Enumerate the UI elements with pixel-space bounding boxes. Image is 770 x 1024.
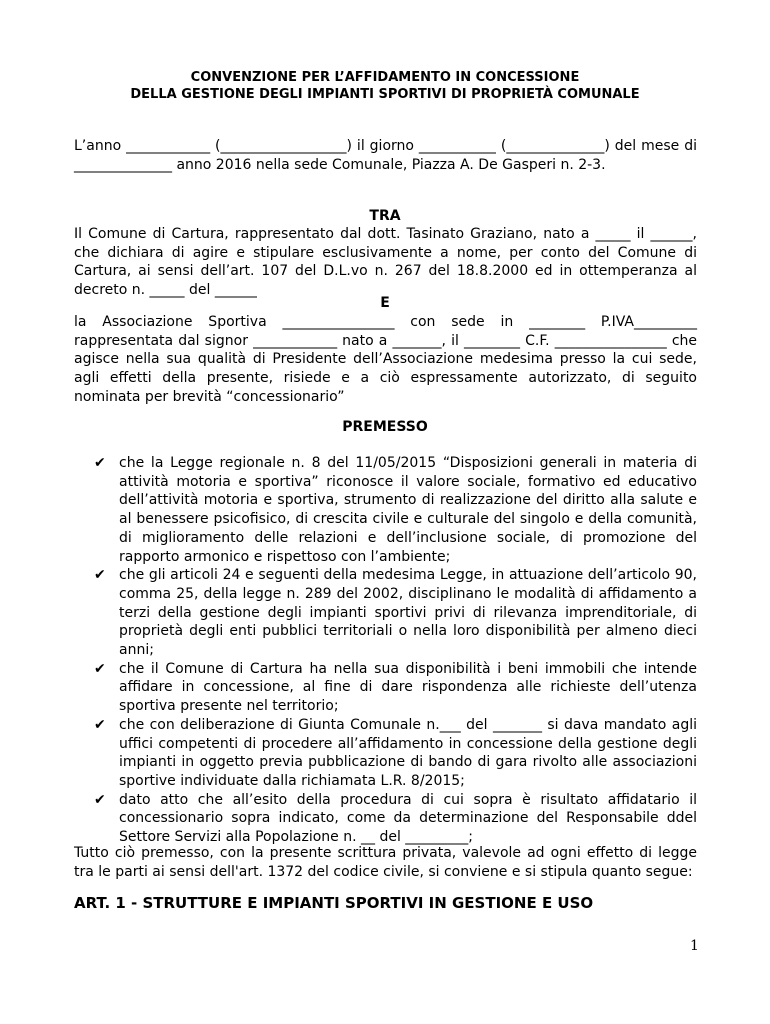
article-1-heading: ART. 1 - STRUTTURE E IMPIANTI SPORTIVI IN GESTIONE E USO	[74, 894, 594, 912]
page-number: 1	[690, 938, 699, 954]
intro-text: L’anno ____________ (__________________) il giorno ___________ (______________) del mese di ______________ anno 2016 nella sede Comunale, Piazza A. De Gasperi n. 2-3.	[74, 138, 697, 173]
list-item-text: che con deliberazione di Giunta Comunale n.___ del _______ si dava mandato agli uffici competenti di procedere all’affidamento in concessione della gestione degli impianti in oggetto previa pubblicazione di bando di gara rivolto alle associazioni sportive individuate dalla richiamata L.R. 8/2015;	[119, 716, 697, 789]
premesso-heading: PREMESSO	[342, 419, 428, 435]
list-item	[94, 660, 697, 716]
e-paragraph	[74, 313, 697, 407]
document-title-line-1: CONVENZIONE PER L’AFFIDAMENTO IN CONCESSIONE	[190, 70, 580, 85]
tra-heading: TRA	[369, 208, 401, 224]
e-heading: E	[380, 295, 390, 311]
check-icon: ✔	[94, 791, 106, 808]
list-item-text: che gli articoli 24 e seguenti della medesima Legge, in attuazione dell’articolo 90, comma 25, della legge n. 289 del 2002, disciplinano le modalità di affidamento a terzi della gestione degli impianti sportivi privi di rilevanza imprenditoriale, di proprietà degli enti pubblici territoriali o nella loro disponibilità per almeno dieci anni;	[119, 567, 697, 659]
check-icon: ✔	[94, 716, 106, 733]
list-item	[94, 566, 697, 660]
tra-paragraph	[74, 225, 697, 300]
intro-paragraph	[74, 137, 697, 174]
check-icon: ✔	[94, 660, 106, 677]
e-text: la Associazione Sportiva ________________ con sede in ________ P.IVA_________ rappresentata dal signor ____________ nato a _______, il ________ C.F. ________________ che agisce nella sua qualità di Presidente dell’Associazione medesima presso la cui sede, agli effetti della presente, risiede e a ciò espressamente autorizzato, di seguito nominata per brevità “concessionario”	[74, 314, 697, 405]
list-item-text: dato atto che all’esito della procedura di cui sopra è risultato affidatario il concessionario sopra indicato, come da determinazione del Responsabile ddel Settore Servizi alla Popolazione n. __ del _________;	[119, 791, 697, 846]
list-item-text: che il Comune di Cartura ha nella sua disponibilità i beni immobili che intende affidare in concessione, al fine di dare rispondenza alle richieste dell’utenza sportiva presente nel territorio;	[119, 660, 697, 715]
check-icon: ✔	[94, 567, 106, 584]
list-item-text: che la Legge regionale n. 8 del 11/05/2015 “Disposizioni generali in materia di attività motoria e sportiva” riconosce il valore sociale, formativo ed educativo dell’attività motoria e sportiva, strumento di realizzazione del diritto alla salute e al benessere psicofisico, di crescita civile e culturale del singolo e della comunità, di miglioramento delle relazioni e dell’inclusione sociale, di promozione del rapporto armonico e rispettoso con l’ambiente;	[119, 455, 697, 565]
tra-text: Il Comune di Cartura, rappresentato dal dott. Tasinato Graziano, nato a _____ il ______, che dichiara di agire e stipulare esclusivamente a nome, per conto del Comune di Cartura, ai sensi dell’art. 107 del D.L.vo n. 267 del 18.8.2000 ed in ottemperanza al decreto n. _____ del ______	[74, 226, 697, 299]
list-item	[94, 454, 697, 566]
list-item	[94, 716, 697, 791]
document-title-line-2: DELLA GESTIONE DEGLI IMPIANTI SPORTIVI DI PROPRIETÀ COMUNALE	[130, 87, 640, 102]
check-icon: ✔	[94, 455, 106, 471]
list-item	[94, 791, 697, 847]
premesso-list	[94, 454, 697, 847]
closing-paragraph	[74, 844, 697, 881]
closing-text: Tutto ciò premesso, con la presente scrittura privata, valevole ad ogni effetto di legge tra le parti ai sensi dell'art. 1372 del codice civile, si conviene e si stipula quanto segue:	[74, 845, 697, 880]
